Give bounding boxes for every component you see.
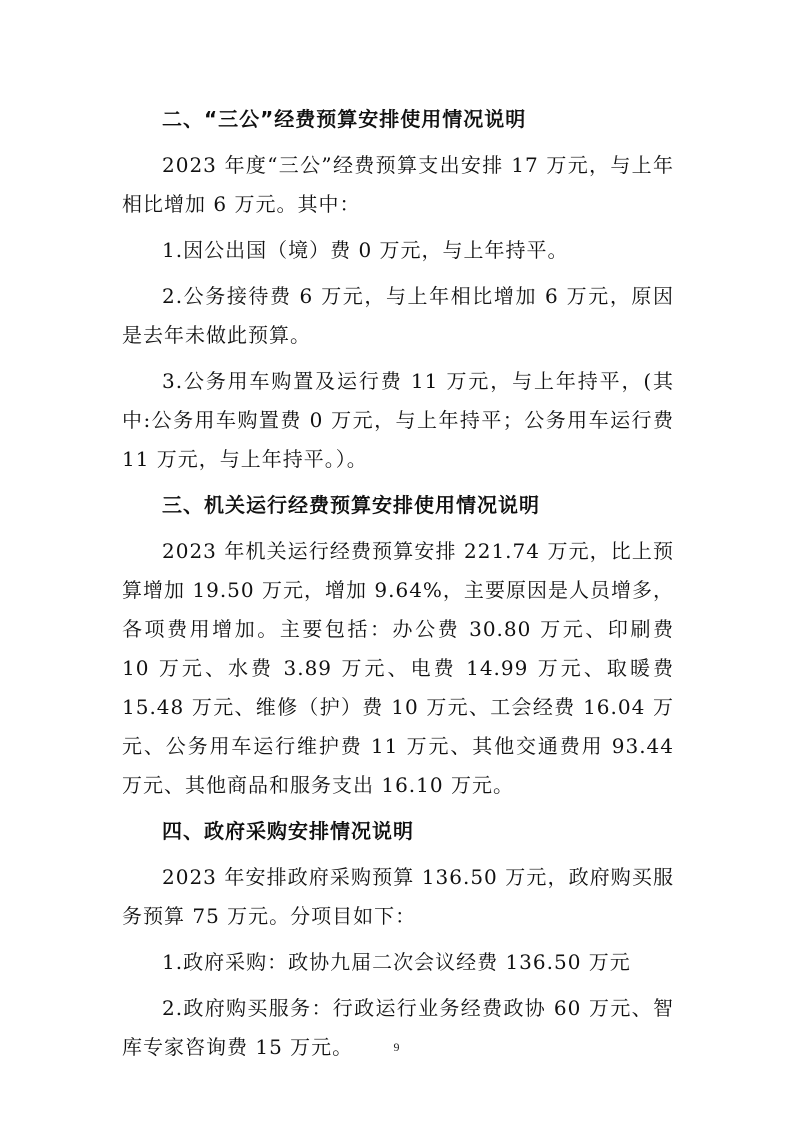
document-page — [122, 100, 674, 1067]
section-heading-operating: 三、机关运行经费预算安排使用情况说明 — [162, 493, 540, 517]
paragraph-purchased-services: 2.政府购买服务：行政运行业务经费政协 60 万元、智库专家咨询费 15 万元。 — [122, 996, 674, 1059]
paragraph-vehicles: 3.公务用车购置及运行费 11 万元，与上年持平，(其中:公务用车购置费 0 万元，与上年持平；公务用车运行费 11 万元，与上年持平。）。 — [122, 369, 674, 471]
paragraph-procurement-total: 2023 年安排政府采购预算 136.50 万元，政府购买服务预算 75 万元。分项目如下： — [122, 865, 674, 928]
section-heading-procurement: 四、政府采购安排情况说明 — [162, 819, 414, 843]
paragraph-operating-expenses: 2023 年机关运行经费预算安排 221.74 万元，比上预算增加 19.50 万元，增加 9.64%，主要原因是人员增多，各项费用增加。主要包括：办公费 30.80 万元、印刷费 10 万元、水费 3.89 万元、电费 14.99 万元、取暖费 15.48 万元、维修（护）费 10 万元、工会经费 16.04 万元、公务用车运行维护费 11 万元、其他交通费用 93.44 万元、其他商品和服务支出 16.10 万元。 — [122, 539, 674, 797]
paragraph-sangong-total: 2023 年度“三公”经费预算支出安排 17 万元，与上年相比增加 6 万元。其中： — [122, 153, 674, 216]
page-number: 9 — [393, 1040, 400, 1054]
section-heading-sangong: 二、“三公”经费预算安排使用情况说明 — [162, 107, 527, 131]
paragraph-overseas-travel: 1.因公出国（境）费 0 万元，与上年持平。 — [162, 238, 569, 262]
paragraph-reception: 2.公务接待费 6 万元，与上年相比增加 6 万元，原因是去年未做此预算。 — [122, 284, 674, 347]
paragraph-procurement-item: 1.政府采购：政协九届二次会议经费 136.50 万元 — [162, 950, 631, 974]
